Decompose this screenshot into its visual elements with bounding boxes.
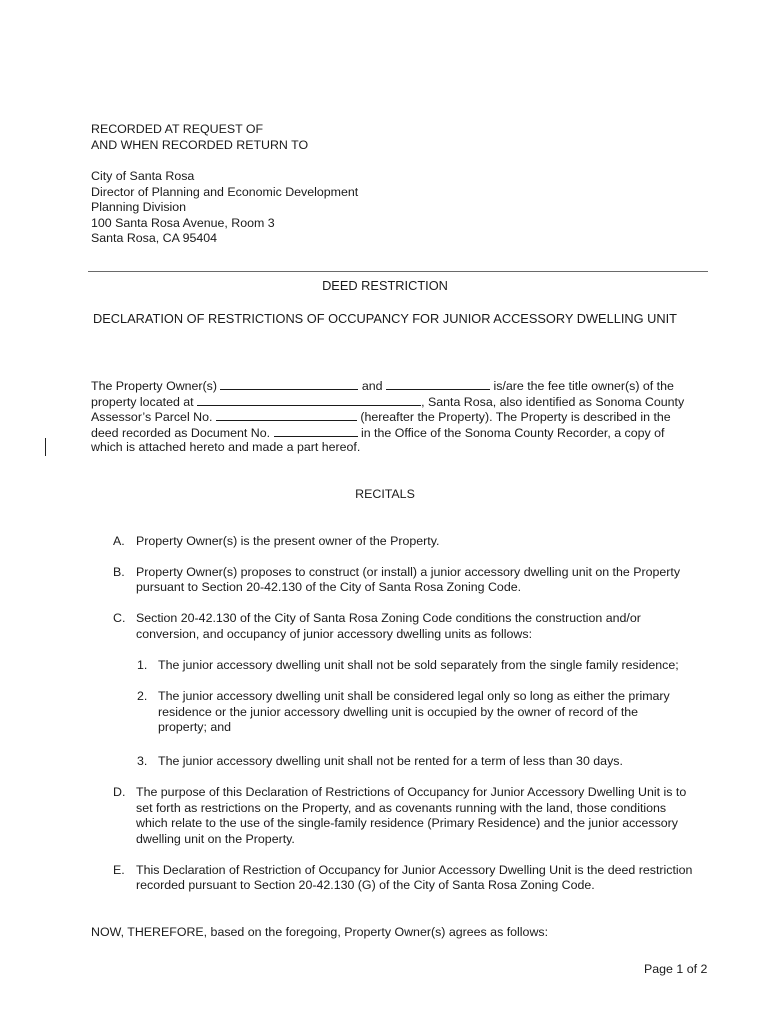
recital-a-label: A. <box>113 534 125 548</box>
address-line: Director of Planning and Economic Development <box>91 185 359 199</box>
owner-name-blank-2[interactable] <box>386 378 490 390</box>
document-subtitle: DECLARATION OF RESTRICTIONS OF OCCUPANCY FOR JUNIOR ACCESSORY DWELLING UNIT <box>93 311 677 326</box>
recital-d-label: D. <box>113 785 126 799</box>
intro-line-5: which is attached hereto and made a part hereof. <box>91 440 361 454</box>
closing-statement: NOW, THEREFORE, based on the foregoing, Property Owner(s) agrees as follows: <box>91 925 549 939</box>
recital-c-line: conversion, and occupancy of junior accessory dwelling units as follows: <box>136 627 533 641</box>
page-number: Page 1 of 2 <box>644 962 708 976</box>
recorded-return-line: AND WHEN RECORDED RETURN TO <box>91 138 309 152</box>
recital-e-label: E. <box>113 863 125 877</box>
text-cursor <box>45 438 46 456</box>
header-divider <box>88 271 708 272</box>
recital-b-line: pursuant to Section 20-42.130 of the City of Santa Rosa Zoning Code. <box>136 580 522 594</box>
condition-3-label: 3. <box>137 754 148 768</box>
owner-name-blank-1[interactable] <box>220 378 358 390</box>
condition-2-line: residence or the junior accessory dwelling unit is occupied by the owner of record of the <box>158 705 639 719</box>
recital-b-label: B. <box>113 565 125 579</box>
recital-d-line: which relate to the use of the single-family residence (Primary Residence) and the junior accessory <box>136 816 678 830</box>
intro-line-1: The Property Owner(s) and is/are the fee title owner(s) of the <box>91 379 674 393</box>
intro-line-3: Assessor’s Parcel No. (hereafter the Property). The Property is described in the <box>91 410 671 424</box>
recitals-heading: RECITALS <box>355 487 415 501</box>
document-title: DEED RESTRICTION <box>322 278 448 293</box>
condition-2-line: property; and <box>158 720 232 734</box>
condition-1-label: 1. <box>137 658 148 672</box>
recital-e-line: This Declaration of Restriction of Occupancy for Junior Accessory Dwelling Unit is the deed restriction <box>136 863 693 877</box>
property-address-blank[interactable] <box>197 394 421 406</box>
address-line: 100 Santa Rosa Avenue, Room 3 <box>91 216 275 230</box>
condition-2-line: The junior accessory dwelling unit shall be considered legal only so long as either the primary <box>158 689 670 703</box>
parcel-number-blank[interactable] <box>216 409 357 421</box>
recital-d-line: The purpose of this Declaration of Restrictions of Occupancy for Junior Accessory Dwelling Unit is to <box>136 785 687 799</box>
recital-d-line: dwelling unit on the Property. <box>136 832 295 846</box>
recital-c-line: Section 20-42.130 of the City of Santa Rosa Zoning Code conditions the construction and/or <box>136 611 641 625</box>
document-number-blank[interactable] <box>274 425 358 437</box>
intro-line-2: property located at , Santa Rosa, also identified as Sonoma County <box>91 395 685 409</box>
condition-2-label: 2. <box>137 689 148 703</box>
recital-c-label: C. <box>113 611 126 625</box>
recorded-at-request-line: RECORDED AT REQUEST OF <box>91 122 264 136</box>
condition-3-text: The junior accessory dwelling unit shall not be rented for a term of less than 30 days. <box>158 754 623 768</box>
address-line: City of Santa Rosa <box>91 169 195 183</box>
recital-d-line: set forth as restrictions on the Property, and as covenants running with the land, those conditions <box>136 801 667 815</box>
recital-b-line: Property Owner(s) proposes to construct (or install) a junior accessory dwelling unit on the Property <box>136 565 681 579</box>
address-line: Planning Division <box>91 200 187 214</box>
recital-e-line: recorded pursuant to Section 20-42.130 (G) of the City of Santa Rosa Zoning Code. <box>136 878 595 892</box>
address-line: Santa Rosa, CA 95404 <box>91 231 218 245</box>
intro-line-4: deed recorded as Document No. in the Office of the Sonoma County Recorder, a copy of <box>91 426 665 440</box>
condition-1-text: The junior accessory dwelling unit shall not be sold separately from the single family residence; <box>158 658 679 672</box>
recital-a-text: Property Owner(s) is the present owner of the Property. <box>136 534 440 548</box>
